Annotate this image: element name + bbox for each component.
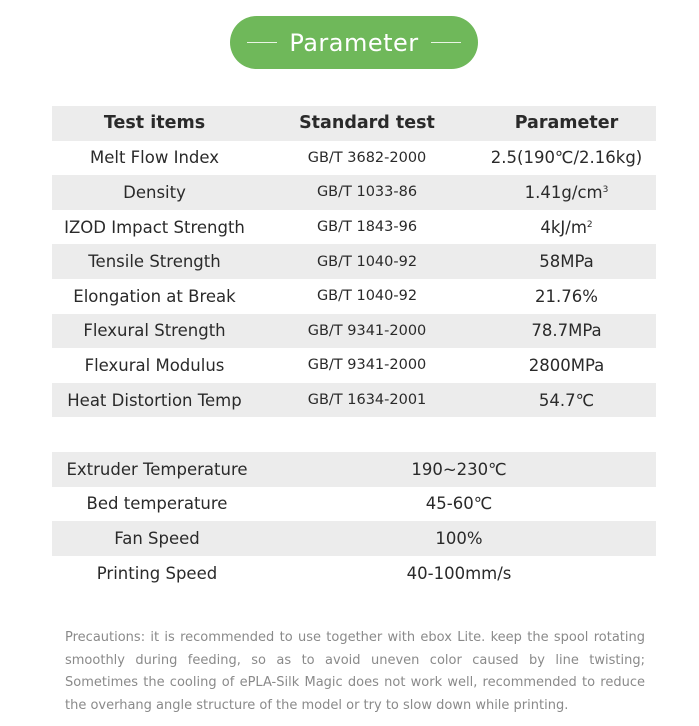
spec-table-header — [52, 106, 656, 141]
setting-value: 100% — [435, 528, 483, 548]
row-value: 2.5(190℃/2.16kg) — [490, 148, 643, 168]
table-row — [52, 175, 656, 210]
row-value: 21.76% — [535, 286, 598, 306]
table-row — [52, 244, 656, 279]
row-value: 2800MPa — [528, 355, 605, 375]
print-settings-table — [52, 452, 656, 590]
table-row — [52, 556, 656, 591]
row-value: 54.7℃ — [538, 390, 595, 410]
row-value: $1.41g/cm^3$ — [524, 182, 609, 202]
row-item: Elongation at Break — [73, 286, 236, 306]
setting-label: Extruder Temperature — [66, 459, 248, 479]
title-right-line — [431, 42, 461, 43]
row-value: 78.7MPa — [531, 321, 602, 341]
row-item: Density — [123, 182, 186, 202]
row-standard: GB/T 1040-92 — [316, 288, 418, 305]
table-row — [52, 383, 656, 418]
setting-value: 45-60℃ — [425, 494, 493, 514]
row-item: Flexural Modulus — [84, 355, 225, 375]
row-value: 58MPa — [539, 252, 594, 272]
setting-label: Bed temperature — [86, 494, 228, 514]
row-item: Heat Distortion Temp — [67, 390, 242, 410]
precautions-note: Precautions: it is recommended to use together with ebox Lite. keep the spool rotating smoothly during feeding, so as to avoid uneven color caused by line twisting; Sometimes the cooling of ePLA-Silk Magic does not work well, recommended to reduce the overhang angle structure of the model or try to slow down while printing. — [65, 630, 645, 713]
table-row — [52, 141, 656, 176]
row-item: Melt Flow Index — [89, 148, 220, 168]
spec-table — [52, 106, 656, 417]
title-left-line — [247, 42, 277, 43]
table-row — [52, 452, 656, 487]
header-parameter: Parameter — [514, 113, 619, 134]
setting-label: Fan Speed — [114, 528, 200, 548]
table-row — [52, 487, 656, 522]
row-standard: GB/T 9341-2000 — [307, 322, 427, 339]
page-title: Parameter — [289, 28, 419, 57]
title-banner — [230, 16, 478, 69]
table-row — [52, 279, 656, 314]
header-standard-test: Standard test — [299, 113, 435, 134]
row-standard: GB/T 1040-92 — [316, 253, 418, 270]
row-standard: GB/T 3682-2000 — [307, 149, 427, 166]
table-row — [52, 348, 656, 383]
setting-value: 190~230℃ — [411, 459, 507, 479]
table-row — [52, 314, 656, 349]
row-standard: GB/T 1634-2001 — [307, 392, 427, 409]
row-standard: GB/T 9341-2000 — [307, 357, 427, 374]
row-item: IZOD Impact Strength — [64, 217, 245, 237]
setting-label: Printing Speed — [96, 563, 218, 583]
table-row — [52, 521, 656, 556]
row-standard: GB/T 1033-86 — [316, 184, 418, 201]
row-item: Tensile Strength — [88, 252, 221, 272]
setting-value: 40-100mm/s — [406, 563, 512, 583]
row-standard: GB/T 1843-96 — [316, 219, 418, 236]
row-item: Flexural Strength — [83, 321, 226, 341]
row-value: $4kJ/m^2$ — [540, 217, 593, 237]
table-row — [52, 210, 656, 245]
header-test-items: Test items — [103, 113, 206, 134]
